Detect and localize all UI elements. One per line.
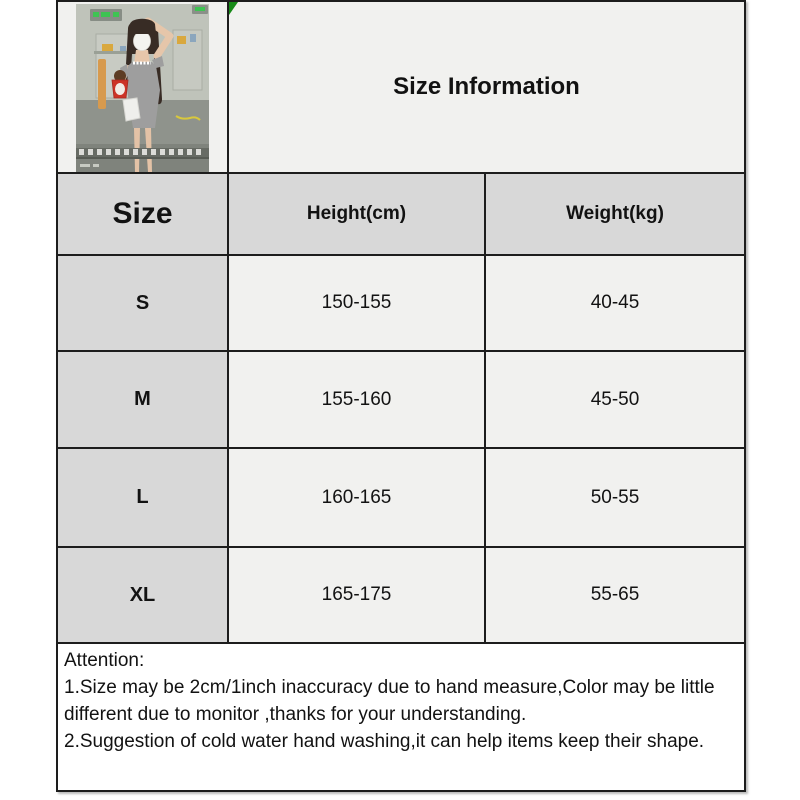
- attention-note: [58, 644, 744, 790]
- door-right: [173, 30, 202, 90]
- row-m-size: M: [58, 352, 229, 449]
- attention-note-2: 2.Suggestion of cold water hand washing,it can help items keep their shape.: [64, 731, 705, 752]
- row-l-height: 160-165: [229, 449, 486, 548]
- exit-sign-right: [192, 5, 208, 14]
- exit-sign-left: [90, 9, 122, 21]
- header-height: Height(cm): [229, 174, 486, 256]
- row-s-height: 150-155: [229, 256, 486, 352]
- row-l-size: L: [58, 449, 229, 548]
- product-photo-cell: [58, 2, 229, 174]
- attention-note-1: 1.Size may be 2cm/1inch inaccuracy due to hand measure,Color may be little different due to monitor ,thanks for your understanding.: [64, 677, 715, 725]
- row-s-weight: 40-45: [486, 256, 744, 352]
- white-bag: [123, 98, 140, 121]
- size-chart-sheet: [56, 0, 746, 792]
- row-s-size: S: [58, 256, 229, 352]
- row-l-weight: 50-55: [486, 449, 744, 548]
- row-xl-height: 165-175: [229, 548, 486, 644]
- product-photo: [76, 4, 209, 172]
- row-xl-size: XL: [58, 548, 229, 644]
- red-cup: [112, 70, 128, 98]
- row-xl-weight: 55-65: [486, 548, 744, 644]
- header-size: Size: [58, 174, 229, 256]
- title-cell: [229, 2, 744, 174]
- green-corner-marker-icon: [229, 2, 238, 15]
- row-m-weight: 45-50: [486, 352, 744, 449]
- page-title: Size Information: [393, 73, 580, 100]
- attention-heading: Attention:: [64, 650, 145, 671]
- header-weight: Weight(kg): [486, 174, 744, 256]
- row-m-height: 155-160: [229, 352, 486, 449]
